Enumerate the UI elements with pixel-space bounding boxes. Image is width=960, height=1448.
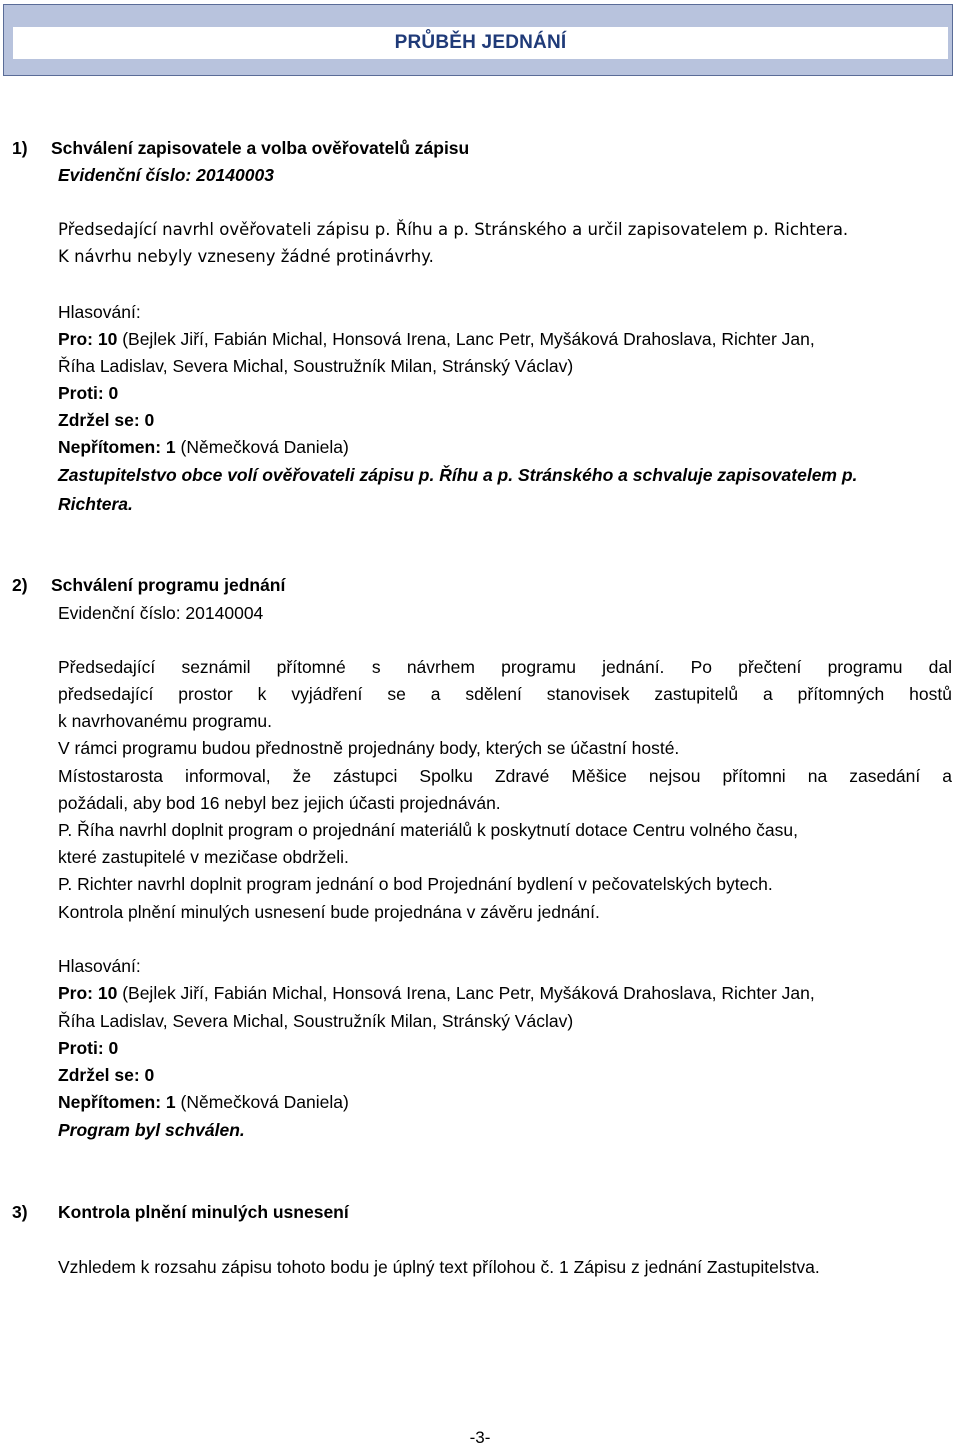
section-1-voting-label: Hlasování: [58,302,141,322]
section-2-resolution: Program byl schválen. [58,1120,245,1140]
section-1-zdrzel: Zdržel se: 0 [58,410,155,430]
section-2-line-1: Předsedající seznámil přítomné s návrhem programu jednání. Po přečtení programu dal [58,657,952,677]
section-2-line-3: k navrhovanému programu. [58,711,272,731]
section-2-line-7: P. Říha navrhl doplnit program o projednání materiálů k poskytnutí dotace Centru volného času, [58,820,798,840]
section-2-line-2: předsedající prostor k vyjádření se a sdělení stanovisek zastupitelů a přítomných hostů [58,684,952,704]
nepritomen-names: (Němečková Daniela) [180,1092,349,1112]
section-3-number: 3) [12,1202,28,1222]
section-2-nepritomen [58,1090,349,1115]
section-1-paragraph-1: Předsedající navrhl ověřovateli zápisu p. Říhu a p. Stránského a určil zapisovatelem p. Richtera. [58,220,849,239]
nepritomen-label: Nepřítomen: 1 [58,1092,176,1112]
section-1-proti: Proti: 0 [58,383,119,403]
page-title: PRŮBĚH JEDNÁNÍ [394,32,567,53]
section-3-heading: Kontrola plnění minulých usnesení [58,1202,349,1222]
section-1-pro-line [58,327,815,352]
section-1-evidence: Evidenční číslo: 20140003 [58,165,274,185]
page-number: -3- [469,1428,491,1447]
section-3-text: Vzhledem k rozsahu zápisu tohoto bodu je úplný text přílohou č. 1 Zápisu z jednání Zastupitelstva. [58,1257,820,1277]
section-2-line-4: V rámci programu budou přednostně projednány body, kterých se účastní hosté. [58,738,680,758]
nepritomen-names: (Němečková Daniela) [180,437,349,457]
section-2-line-10: Kontrola plnění minulých usnesení bude projednána v závěru jednání. [58,902,600,922]
section-2-pro-line [58,981,815,1006]
nepritomen-label: Nepřítomen: 1 [58,437,176,457]
section-2-line-5: Místostarosta informoval, že zástupci Spolku Zdravé Měšice nejsou přítomni na zasedání a [58,766,952,786]
section-2-line-8: které zastupitelé v mezičase obdrželi. [58,847,349,867]
pro-label: Pro: 10 [58,329,118,349]
section-2-pro-names-2: Říha Ladislav, Severa Michal, Soustružník Milan, Stránský Václav) [58,1011,574,1031]
pro-names: (Bejlek Jiří, Fabián Michal, Honsová Irena, Lanc Petr, Myšáková Drahoslava, Richter Jan, [122,983,815,1003]
pro-names: (Bejlek Jiří, Fabián Michal, Honsová Irena, Lanc Petr, Myšáková Drahoslava, Richter Jan, [122,329,815,349]
section-2-evidence: Evidenční číslo: 20140004 [58,603,264,623]
section-2-heading: Schválení programu jednání [51,575,286,595]
section-1-resolution-2: Richtera. [58,494,133,514]
title-inner [13,27,948,59]
title-box [3,4,953,76]
section-2-voting-label: Hlasování: [58,956,141,976]
section-1-pro-names-2: Říha Ladislav, Severa Michal, Soustružník Milan, Stránský Václav) [58,356,574,376]
section-2-zdrzel: Zdržel se: 0 [58,1065,155,1085]
section-1-heading: Schválení zapisovatele a volba ověřovatelů zápisu [51,138,470,158]
section-1-resolution-1: Zastupitelstvo obce volí ověřovateli zápisu p. Říhu a p. Stránského a schvaluje zapisovatelem p. [58,465,858,485]
section-2-line-6: požádali, aby bod 16 nebyl bez jejich účasti projednáván. [58,793,501,813]
section-1-paragraph-2: K návrhu nebyly vzneseny žádné protinávrhy. [58,247,434,266]
section-2-proti: Proti: 0 [58,1038,119,1058]
section-1-nepritomen [58,435,349,460]
section-2-line-9: P. Richter navrhl doplnit program jednání o bod Projednání bydlení v pečovatelských bytech. [58,874,773,894]
section-1-number: 1) [12,138,28,158]
pro-label: Pro: 10 [58,983,118,1003]
section-2-number: 2) [12,575,28,595]
